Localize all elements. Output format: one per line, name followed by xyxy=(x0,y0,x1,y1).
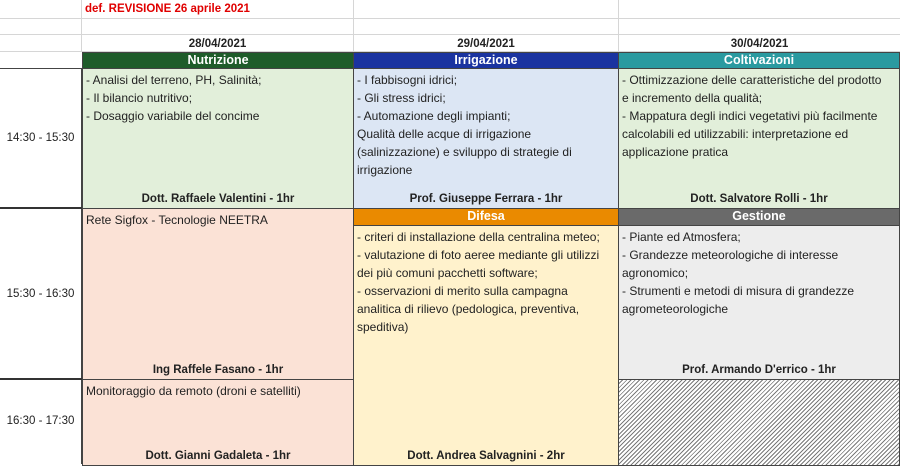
time-column xyxy=(0,68,82,464)
header-irrigazione: Irrigazione xyxy=(353,52,619,69)
header-nutrizione: Nutrizione xyxy=(82,52,354,69)
time-slot-2: 15:30 - 16:30 xyxy=(6,288,75,300)
gridline xyxy=(0,34,900,35)
session-item: - valutazione di foto aeree mediante gli utilizzi xyxy=(357,248,600,262)
session-item: - Grandezze meteorologiche di interesse xyxy=(622,248,839,262)
presenter-label: Dott. Andrea Salvagnini - 2hr xyxy=(407,450,565,462)
session-item: - Strumenti e metodi di misura di grandezze xyxy=(622,284,855,298)
session-sigfox xyxy=(82,208,354,380)
time-slot-1: 14:30 - 15:30 xyxy=(6,132,75,144)
session-item: (salinizzazione) e sviluppo di strategie di xyxy=(357,145,572,159)
session-difesa xyxy=(353,225,619,466)
presenter-label: Dott. Gianni Gadaleta - 1hr xyxy=(145,450,291,462)
session-nutrizione xyxy=(82,68,354,209)
date-day3: 30/04/2021 xyxy=(730,38,789,50)
session-irrigazione xyxy=(353,68,619,209)
session-item: agronomico; xyxy=(622,266,689,280)
time-slot-3: 16:30 - 17:30 xyxy=(6,415,75,427)
session-item: - Il bilancio nutritivo; xyxy=(86,91,193,105)
session-item: e incremento della qualità; xyxy=(622,91,763,105)
session-item: - Gli stress idrici; xyxy=(357,91,446,105)
session-item: - Analisi del terreno, PH, Salinità; xyxy=(86,73,262,87)
session-item: - Automazione degli impianti; xyxy=(357,109,511,123)
session-item: Monitoraggio da remoto (droni e satelliti) xyxy=(86,384,301,398)
session-gestione xyxy=(618,225,900,380)
session-item: - osservazioni di merito sulla campagna xyxy=(357,284,568,298)
session-item: - Dosaggio variabile del concime xyxy=(86,109,260,123)
session-item: - Piante ed Atmosfera; xyxy=(622,230,741,244)
header-gestione: Gestione xyxy=(618,208,900,226)
session-monitoraggio xyxy=(82,379,354,466)
session-item: - Mappatura degli indici vegetativi più facilmente xyxy=(622,109,878,123)
row-separator xyxy=(0,207,82,209)
session-item: calcolabili ed utilizzabili: interpretazione ed xyxy=(622,127,849,141)
session-item: speditiva) xyxy=(357,320,409,334)
session-item: Qualità delle acque di irrigazione xyxy=(357,127,532,141)
date-day2: 29/04/2021 xyxy=(457,38,515,50)
presenter-label: Ing Raffele Fasano - 1hr xyxy=(152,364,284,376)
session-item: - criteri di installazione della centralina meteo; xyxy=(357,230,600,244)
presenter-label: Prof. Giuseppe Ferrara - 1hr xyxy=(409,193,563,205)
session-coltivazioni xyxy=(618,68,900,209)
session-item: - Ottimizzazione delle caratteristiche del prodotto xyxy=(622,73,882,87)
revision-note: def. REVISIONE 26 aprile 2021 xyxy=(85,3,250,15)
session-item: analitica di rilievo (pedologica, preventiva, xyxy=(357,302,580,316)
date-day1: 28/04/2021 xyxy=(188,38,247,50)
empty-slot-hatched xyxy=(618,379,900,466)
header-difesa: Difesa xyxy=(353,208,619,226)
presenter-label: Dott. Salvatore Rolli - 1hr xyxy=(690,193,828,205)
presenter-label: Prof. Armando D'errico - 1hr xyxy=(682,364,836,376)
header-coltivazioni: Coltivazioni xyxy=(618,52,900,69)
session-item: agrometeorologiche xyxy=(622,302,729,316)
session-item: - I fabbisogni idrici; xyxy=(357,73,458,87)
session-item: applicazione pratica xyxy=(622,145,729,159)
session-item: irrigazione xyxy=(357,163,413,177)
presenter-label: Dott. Raffaele Valentini - 1hr xyxy=(141,193,295,205)
gridline xyxy=(0,18,900,19)
session-item: Rete Sigfox - Tecnologie NEETRA xyxy=(86,213,268,227)
row-separator xyxy=(0,378,82,380)
session-item: dei più comuni pacchetti software; xyxy=(357,266,538,280)
